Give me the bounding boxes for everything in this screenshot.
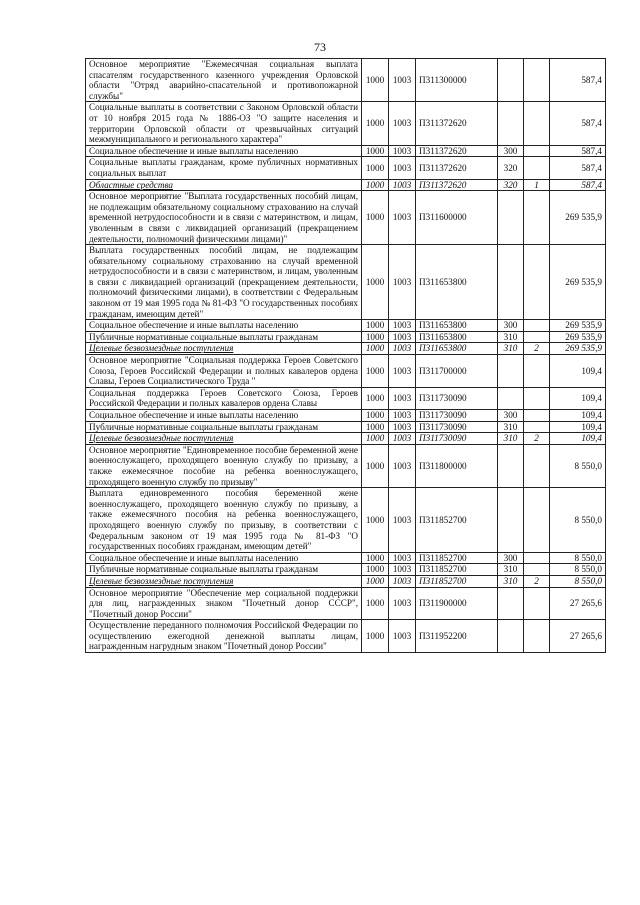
row-funding-code: 2 (524, 575, 550, 587)
row-section: 1000 (362, 245, 389, 320)
row-name: Социальное обеспечение и иные выплаты населению (86, 410, 362, 422)
row-target-article: П311653800 (416, 343, 498, 355)
row-name: Социальные выплаты гражданам, кроме публичных нормативных социальных выплат (86, 157, 362, 179)
row-subsection: 1003 (389, 331, 416, 343)
row-amount: 109,4 (550, 433, 606, 445)
row-amount: 587,4 (550, 157, 606, 179)
row-amount: 8 550,0 (550, 564, 606, 576)
row-funding-code (524, 587, 550, 620)
row-amount: 587,4 (550, 59, 606, 102)
row-subsection: 1003 (389, 245, 416, 320)
table-row (86, 145, 606, 157)
row-subsection: 1003 (389, 444, 416, 487)
row-name: Целевые безвозмездные поступления (86, 575, 362, 587)
row-expense-type (498, 191, 524, 245)
row-target-article: П311372620 (416, 179, 498, 191)
row-expense-type: 300 (498, 145, 524, 157)
row-target-article: П311852700 (416, 488, 498, 553)
row-expense-type (498, 245, 524, 320)
row-section: 1000 (362, 433, 389, 445)
page-number: 73 (314, 40, 326, 54)
row-section: 1000 (362, 444, 389, 487)
row-section: 1000 (362, 59, 389, 102)
row-expense-type: 310 (498, 564, 524, 576)
row-target-article: П311653800 (416, 320, 498, 332)
row-amount: 109,4 (550, 387, 606, 409)
row-section: 1000 (362, 179, 389, 191)
row-expense-type (498, 102, 524, 145)
row-section: 1000 (362, 343, 389, 355)
row-target-article: П311372620 (416, 157, 498, 179)
row-expense-type: 320 (498, 157, 524, 179)
row-funding-code (524, 320, 550, 332)
table-row (86, 620, 606, 653)
table-row (86, 245, 606, 320)
row-name: Целевые безвозмездные поступления (86, 433, 362, 445)
row-name: Основное мероприятие "Ежемесячная социальная выплата спасателям государственного казенного учреждения Орловской области "Отряд аварийно-спасательной и противопожарной службы" (86, 59, 362, 102)
row-section: 1000 (362, 587, 389, 620)
row-subsection: 1003 (389, 575, 416, 587)
row-target-article: П311700000 (416, 355, 498, 388)
row-expense-type (498, 355, 524, 388)
row-expense-type: 310 (498, 421, 524, 433)
table-row (86, 59, 606, 102)
row-amount: 109,4 (550, 421, 606, 433)
row-target-article: П311900000 (416, 587, 498, 620)
row-section: 1000 (362, 552, 389, 564)
row-funding-code (524, 620, 550, 653)
row-name: Социальные выплаты в соответствии с Законом Орловской области от 10 ноября 2015 года № 1886-ОЗ "О защите населения и территории Орловской области от чрезвычайных ситуаций межмуниципального и регионального характера" (86, 102, 362, 145)
row-funding-code (524, 355, 550, 388)
table-row (86, 355, 606, 388)
row-amount: 109,4 (550, 410, 606, 422)
row-name: Социальная поддержка Героев Советского Союза, Героев Российской Федерации и полных кавалеров ордена Славы (86, 387, 362, 409)
table-row (86, 488, 606, 553)
row-amount: 269 535,9 (550, 191, 606, 245)
row-target-article: П311730090 (416, 421, 498, 433)
row-subsection: 1003 (389, 620, 416, 653)
row-amount: 8 550,0 (550, 444, 606, 487)
table-row (86, 331, 606, 343)
row-target-article: П311852700 (416, 575, 498, 587)
row-subsection: 1003 (389, 157, 416, 179)
row-subsection: 1003 (389, 102, 416, 145)
table-row (86, 575, 606, 587)
row-section: 1000 (362, 331, 389, 343)
row-funding-code (524, 191, 550, 245)
row-funding-code (524, 157, 550, 179)
row-target-article: П311600000 (416, 191, 498, 245)
row-funding-code (524, 488, 550, 553)
row-expense-type: 320 (498, 179, 524, 191)
row-target-article: П311852700 (416, 564, 498, 576)
row-section: 1000 (362, 191, 389, 245)
row-funding-code (524, 102, 550, 145)
row-subsection: 1003 (389, 387, 416, 409)
row-expense-type: 300 (498, 410, 524, 422)
table-row (86, 410, 606, 422)
row-expense-type (498, 488, 524, 553)
row-subsection: 1003 (389, 433, 416, 445)
row-name: Областные средства (86, 179, 362, 191)
row-section: 1000 (362, 102, 389, 145)
row-funding-code: 2 (524, 343, 550, 355)
row-funding-code (524, 564, 550, 576)
row-funding-code (524, 410, 550, 422)
row-name: Основное мероприятие "Выплата государственных пособий лицам, не подлежащим обязательному социальному страхованию на случай временной нетрудоспособности и в связи с материнством, и лицам, уволенным в связи с ликвидацией организаций (прекращением деятельности, полномочий физическими лицами)" (86, 191, 362, 245)
row-amount: 269 535,9 (550, 343, 606, 355)
row-subsection: 1003 (389, 421, 416, 433)
row-section: 1000 (362, 157, 389, 179)
row-section: 1000 (362, 387, 389, 409)
row-expense-type: 310 (498, 343, 524, 355)
row-expense-type (498, 587, 524, 620)
row-amount: 587,4 (550, 145, 606, 157)
row-amount: 8 550,0 (550, 575, 606, 587)
row-target-article: П311300000 (416, 59, 498, 102)
row-target-article: П311653800 (416, 245, 498, 320)
row-amount: 269 535,9 (550, 245, 606, 320)
row-section: 1000 (362, 410, 389, 422)
row-name: Выплата единовременного пособия беременной жене военнослужащего, проходящего военную службу по призыву, а также ежемесячного пособия на ребенка военнослужащего, проходящего военную службу по призыву, в соответствии с Федеральным законом от 19 мая 1995 года № 81-ФЗ "О государственных пособиях гражданам, имеющим детей" (86, 488, 362, 553)
table-row (86, 179, 606, 191)
table-row (86, 157, 606, 179)
table-row (86, 421, 606, 433)
row-expense-type (498, 387, 524, 409)
row-amount: 269 535,9 (550, 320, 606, 332)
budget-table (85, 58, 606, 653)
table-row (86, 320, 606, 332)
row-subsection: 1003 (389, 552, 416, 564)
row-funding-code: 2 (524, 433, 550, 445)
row-target-article: П311653800 (416, 331, 498, 343)
row-expense-type: 300 (498, 552, 524, 564)
row-expense-type (498, 59, 524, 102)
row-funding-code (524, 145, 550, 157)
table-row (86, 444, 606, 487)
row-subsection: 1003 (389, 564, 416, 576)
row-subsection: 1003 (389, 59, 416, 102)
row-funding-code (524, 245, 550, 320)
row-subsection: 1003 (389, 179, 416, 191)
row-subsection: 1003 (389, 191, 416, 245)
row-name: Выплата государственных пособий лицам, не подлежащим обязательному социальному страхованию на случай временной нетрудоспособности и в связи с материнством, и лицам, уволенным в связи с ликвидацией организаций (прекращением деятельности, полномочий физическими лицами), в соответствии с Федеральным законом от 19 мая 1995 года № 81-ФЗ "О государственных пособиях гражданам, имеющим детей" (86, 245, 362, 320)
row-amount: 109,4 (550, 355, 606, 388)
table-row (86, 564, 606, 576)
row-name: Целевые безвозмездные поступления (86, 343, 362, 355)
row-section: 1000 (362, 145, 389, 157)
row-funding-code (524, 421, 550, 433)
row-expense-type (498, 620, 524, 653)
row-section: 1000 (362, 320, 389, 332)
row-expense-type: 300 (498, 320, 524, 332)
row-section: 1000 (362, 575, 389, 587)
row-section: 1000 (362, 488, 389, 553)
row-name: Публичные нормативные социальные выплаты гражданам (86, 331, 362, 343)
row-target-article: П311372620 (416, 102, 498, 145)
row-name: Основное мероприятие "Единовременное пособие беременной жене военнослужащего, проходящего военную службу по призыву, а также ежемесячное пособие на ребенка военнослужащего, проходящего военную службу по призыву" (86, 444, 362, 487)
row-name: Социальное обеспечение и иные выплаты населению (86, 552, 362, 564)
row-expense-type: 310 (498, 331, 524, 343)
row-name: Публичные нормативные социальные выплаты гражданам (86, 564, 362, 576)
row-section: 1000 (362, 564, 389, 576)
row-subsection: 1003 (389, 343, 416, 355)
table-row (86, 552, 606, 564)
row-subsection: 1003 (389, 355, 416, 388)
row-funding-code: 1 (524, 179, 550, 191)
row-target-article: П311852700 (416, 552, 498, 564)
row-name: Социальное обеспечение и иные выплаты населению (86, 145, 362, 157)
table-row (86, 387, 606, 409)
row-target-article: П311730090 (416, 387, 498, 409)
row-funding-code (524, 387, 550, 409)
row-target-article: П311730090 (416, 410, 498, 422)
row-section: 1000 (362, 355, 389, 388)
row-funding-code (524, 444, 550, 487)
row-subsection: 1003 (389, 410, 416, 422)
row-subsection: 1003 (389, 587, 416, 620)
row-name: Социальное обеспечение и иные выплаты населению (86, 320, 362, 332)
table-row (86, 191, 606, 245)
row-subsection: 1003 (389, 145, 416, 157)
row-amount: 27 265,6 (550, 587, 606, 620)
table-row (86, 433, 606, 445)
budget-table-body (86, 59, 606, 653)
row-name: Публичные нормативные социальные выплаты гражданам (86, 421, 362, 433)
table-row (86, 102, 606, 145)
row-subsection: 1003 (389, 488, 416, 553)
table-row (86, 587, 606, 620)
row-amount: 587,4 (550, 102, 606, 145)
row-section: 1000 (362, 620, 389, 653)
row-name: Основное мероприятие "Социальная поддержка Героев Советского Союза, Героев Российской Федерации и полных кавалеров ордена Славы, Героев Социалистического Труда " (86, 355, 362, 388)
row-name: Основное мероприятие "Обеспечение мер социальной поддержки для лиц, награжденных знаком "Почетный донор СССР", "Почетный донор России" (86, 587, 362, 620)
row-expense-type: 310 (498, 433, 524, 445)
row-expense-type (498, 444, 524, 487)
row-amount: 27 265,6 (550, 620, 606, 653)
row-amount: 587,4 (550, 179, 606, 191)
row-funding-code (524, 331, 550, 343)
row-funding-code (524, 59, 550, 102)
table-row (86, 343, 606, 355)
row-target-article: П311372620 (416, 145, 498, 157)
row-target-article: П311730090 (416, 433, 498, 445)
row-subsection: 1003 (389, 320, 416, 332)
row-amount: 269 535,9 (550, 331, 606, 343)
row-target-article: П311800000 (416, 444, 498, 487)
row-expense-type: 310 (498, 575, 524, 587)
row-amount: 8 550,0 (550, 552, 606, 564)
row-name: Осуществление переданного полномочия Российской Федерации по осуществлению ежегодной денежной выплаты лицам, награжденным нагрудным знаком "Почетный донор России" (86, 620, 362, 653)
row-target-article: П311952200 (416, 620, 498, 653)
row-funding-code (524, 552, 550, 564)
row-amount: 8 550,0 (550, 488, 606, 553)
row-section: 1000 (362, 421, 389, 433)
